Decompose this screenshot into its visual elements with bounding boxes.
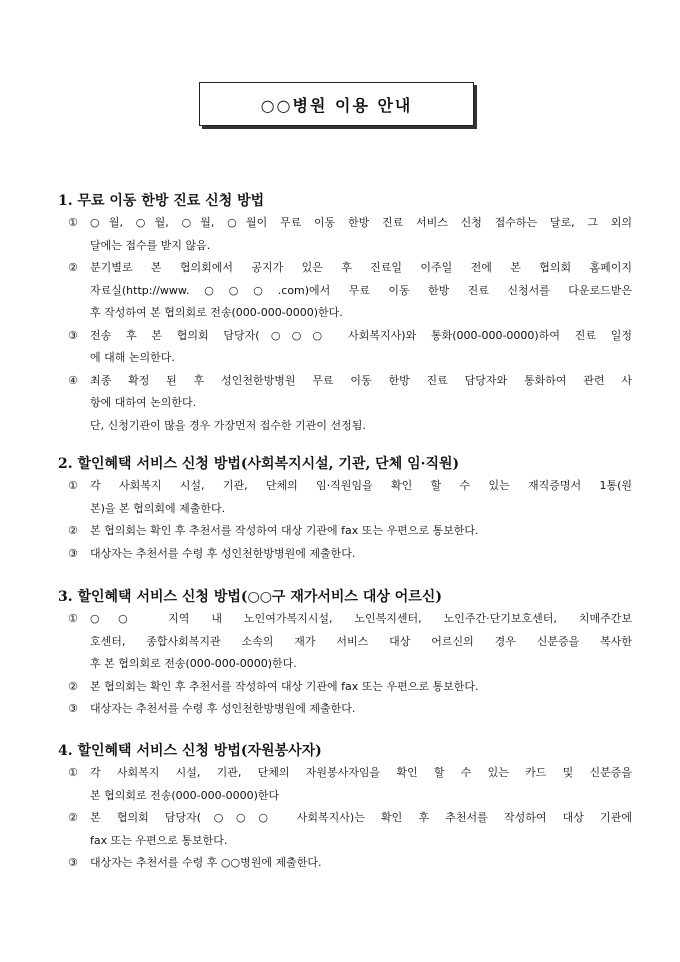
section-3 <box>58 586 632 721</box>
item-line: 각 사회복지 시설, 기관, 단체의 임·직원임을 확인 할 수 있는 재직증명서 1통(원 <box>90 479 632 492</box>
list-item <box>58 698 632 721</box>
item-number: ① <box>68 612 78 625</box>
item-number: ② <box>68 811 78 824</box>
item-number: ① <box>68 216 78 229</box>
item-number: ③ <box>68 702 78 715</box>
section-note: 단, 신청기관이 많을 경우 가장먼저 접수한 기관이 선정됨. <box>90 418 366 432</box>
item-line: 대상자는 추천서를 수령 후 성인천한방병원에 제출한다. <box>90 546 356 560</box>
item-line: 대상자는 추천서를 수령 후 성인천한방병원에 제출한다. <box>90 702 356 715</box>
list-item <box>58 212 632 257</box>
item-number: ③ <box>68 328 78 342</box>
item-number: ② <box>68 261 78 274</box>
item-line: ○○ 지역 내 노인여가복지시설, 노인복지센터, 노인주간·단기보호센터, 치매주간보 <box>90 612 632 625</box>
list-item <box>58 370 632 415</box>
item-line: ○월, ○월, ○월, ○월이 무료 이동 한방 진료 서비스 신청 접수하는 달로, 그 외의 <box>90 216 632 229</box>
item-line: 본 협의회는 확인 후 추천서를 작성하여 대상 기관에 fax 또는 우편으로 통보한다. <box>90 524 479 537</box>
list-item <box>58 807 632 852</box>
item-number: ④ <box>68 373 78 387</box>
list-item <box>58 676 632 699</box>
item-line: 후 작성하여 본 협의회로 전송(000-000-0000)한다. <box>90 306 343 319</box>
item-line: 에 대해 논의한다. <box>90 351 175 364</box>
item-line: 호센터, 종합사회복지관 소속의 재가 서비스 대상 어르신의 경우 신분증을 복사한 <box>90 634 632 648</box>
item-number: ③ <box>68 856 78 869</box>
section-heading: 2. 할인혜택 서비스 신청 방법(사회복지시설, 기관, 단체 임·직원) <box>58 456 460 472</box>
item-line: 전송 후 본 협의회 담당자(○○○ 사회복지사)와 통화(000-000-0000)하여 진료 일정 <box>90 328 632 342</box>
section-heading: 4. 할인혜택 서비스 신청 방법(자원봉사자) <box>58 743 322 759</box>
item-line: 대상자는 추천서를 수령 후 ○○병원에 제출한다. <box>90 856 322 869</box>
list-item <box>58 475 632 520</box>
list-item <box>58 543 632 566</box>
item-line: fax 또는 우편으로 통보한다. <box>90 833 228 847</box>
item-line: 항에 대하여 논의한다. <box>90 396 197 409</box>
list-item <box>58 762 632 807</box>
item-line: 본 협의회 담당자(○○○ 사회복지사)는 확인 후 추천서를 작성하여 대상 기관에 <box>90 811 632 824</box>
document-title: ○○병원 이용 안내 <box>199 82 474 126</box>
item-line: 본 협의회는 확인 후 추천서를 작성하여 대상 기관에 fax 또는 우편으로 통보한다. <box>90 679 479 693</box>
item-number: ① <box>68 479 78 492</box>
section-heading: 1. 무료 이동 한방 진료 신청 방법 <box>58 193 265 209</box>
section-1 <box>58 190 632 437</box>
item-line: 분기별로 본 협의회에서 공지가 있은 후 진료일 이주일 전에 본 협의회 홈페이지 <box>90 261 632 274</box>
section-2 <box>58 453 632 565</box>
section-heading: 3. 할인혜택 서비스 신청 방법(○○구 재가서비스 대상 어르신) <box>58 589 442 605</box>
list-item <box>58 520 632 543</box>
item-line: 후 본 협의회로 전송(000-000-0000)한다. <box>90 657 297 670</box>
item-number: ① <box>68 766 78 779</box>
item-number: ② <box>68 524 78 537</box>
list-item <box>58 852 632 875</box>
item-line: 각 사회복지 시설, 기관, 단체의 자원봉사자임을 확인 할 수 있는 카드 및 신분증을 <box>90 766 632 779</box>
item-line: 자료실(http://www.○○○.com)에서 무료 이동 한방 진료 신청서를 다운로드받은 <box>90 283 632 297</box>
item-number: ③ <box>68 546 78 560</box>
item-line: 달에는 접수를 받지 않음. <box>90 238 211 252</box>
item-line: 본 협의회로 전송(000-000-0000)한다 <box>90 788 280 802</box>
section-4 <box>58 740 632 875</box>
list-item <box>58 325 632 370</box>
item-line: 최종 확정 된 후 성인천한방병원 무료 이동 한방 진료 담당자와 통화하여 관련 사 <box>90 373 632 387</box>
list-item <box>58 257 632 325</box>
list-item <box>58 608 632 676</box>
item-number: ② <box>68 679 78 693</box>
item-line: 본)을 본 협의회에 제출한다. <box>90 501 226 515</box>
